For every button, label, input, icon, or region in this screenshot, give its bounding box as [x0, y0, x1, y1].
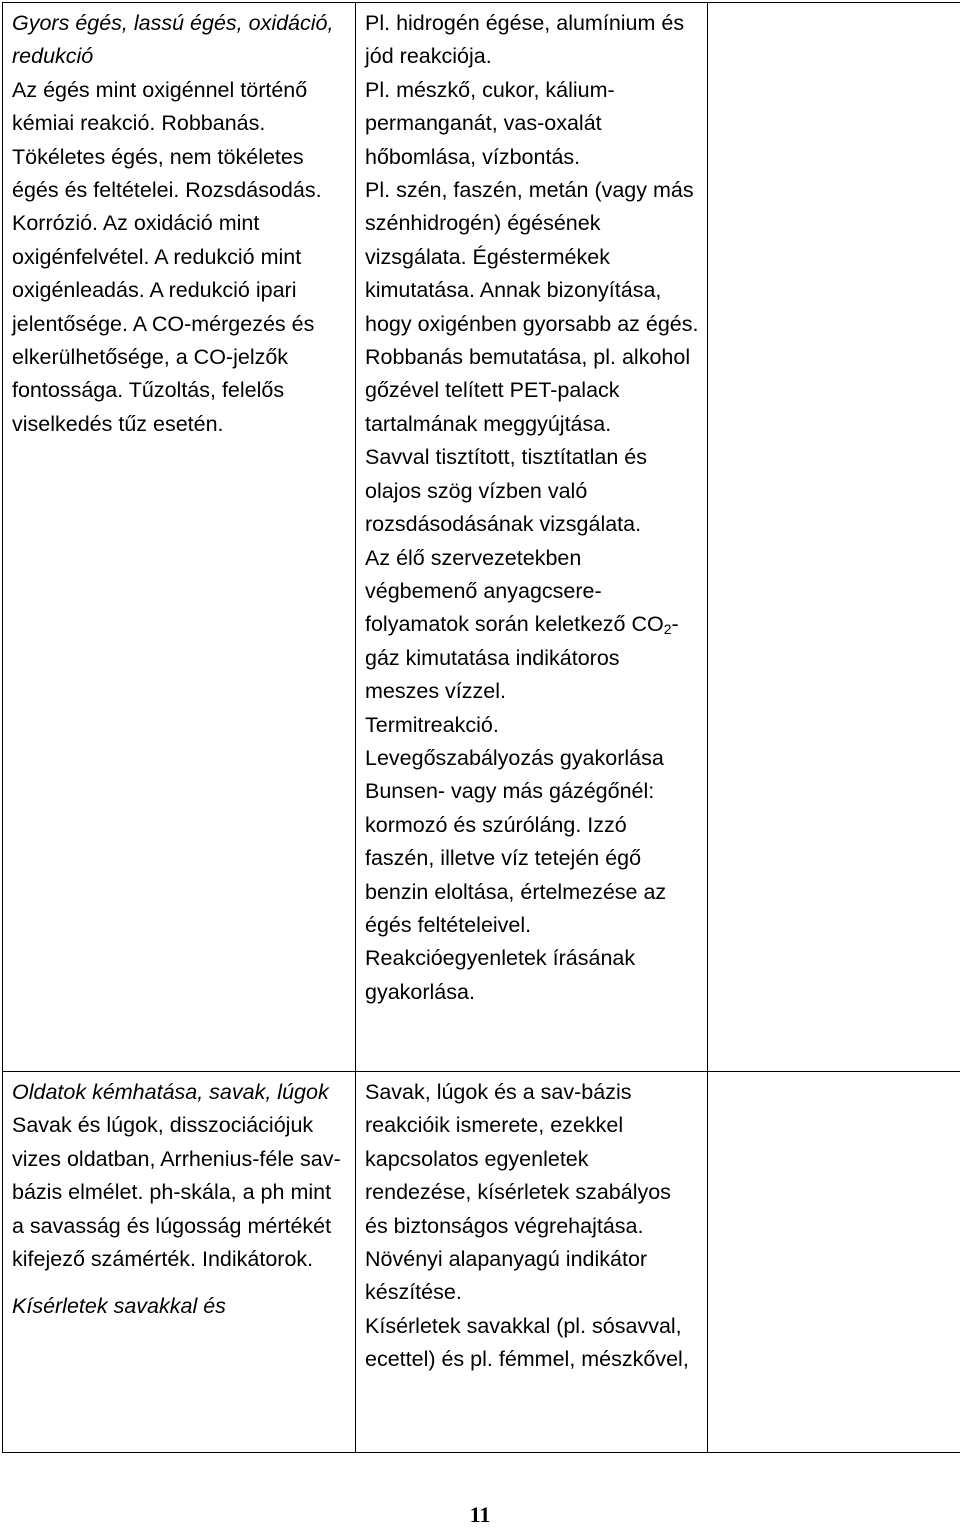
activity-text: Növényi alapanyagú indikátor készítése.	[365, 1243, 699, 1310]
activity-text: Termitreakció.	[365, 709, 699, 742]
activity-cell	[356, 1072, 708, 1453]
activity-text: Reakcióegyenletek írásának gyakorlása.	[365, 942, 699, 1009]
activity-text: Pl. szén, faszén, metán (vagy más szénhidrogén) égésének vizsgálata. Égéstermékek kimutatása. Annak bizonyítása, hogy oxigénben gyorsabb az égés. Robbanás bemutatása, pl. alkohol gőzével telített PET-palack tartalmának meggyújtása.	[365, 174, 699, 441]
empty-cell	[708, 3, 960, 1072]
topic-cell	[3, 3, 356, 1072]
page-number: 11	[0, 1500, 960, 1530]
activity-text: Savval tisztított, tisztítatlan és olajos szög vízben való rozsdásodásának vizsgálata.	[365, 441, 699, 541]
topic-heading: Gyors égés, lassú égés, oxidáció, redukció	[12, 7, 347, 74]
topic-body: Savak és lúgok, disszociációjuk vizes oldatban, Arrhenius-féle sav-bázis elmélet. ph-skála, a ph mint a savasság és lúgosság mértékét kifejező számérték. Indikátorok.	[12, 1109, 347, 1276]
topic-cell	[3, 1072, 356, 1453]
activity-text: Pl. mészkő, cukor, kálium-permanganát, vas-oxalát hőbomlása, vízbontás.	[365, 74, 699, 174]
activity-text: Savak, lúgok és a sav-bázis reakcióik ismerete, ezekkel kapcsolatos egyenletek rendezése, kísérletek szabályos és biztonságos végrehajtása.	[365, 1076, 699, 1243]
activity-cell	[356, 3, 708, 1072]
activity-text: Az élő szervezetekben végbemenő anyagcsere-folyamatok során keletkező $CO_2$-gáz kimutatása indikátoros meszes vízzel.	[365, 542, 699, 709]
topic-heading: Kísérletek savakkal és	[12, 1290, 347, 1323]
curriculum-table	[2, 2, 960, 1453]
table-row	[3, 3, 960, 1072]
empty-cell	[708, 1072, 960, 1453]
topic-body: Az égés mint oxigénnel történő kémiai reakció. Robbanás. Tökéletes égés, nem tökéletes égés és feltételei. Rozsdásodás. Korrózió. Az oxidáció mint oxigénfelvétel. A redukció mint oxigénleadás. A redukció ipari jelentősége. A CO-mérgezés és elkerülhetősége, a CO-jelzők fontossága. Tűzoltás, felelős viselkedés tűz esetén.	[12, 74, 347, 441]
topic-heading: Oldatok kémhatása, savak, lúgok	[12, 1076, 347, 1109]
activity-text: Pl. hidrogén égése, alumínium és jód reakciója.	[365, 7, 699, 74]
activity-text: Levegőszabályozás gyakorlása Bunsen- vagy más gázégőnél: kormozó és szúróláng. Izzó faszén, illetve víz tetején égő benzin eloltása, értelmezése az égés feltételeivel.	[365, 742, 699, 942]
subscript: 2	[664, 621, 672, 637]
activity-text: Kísérletek savakkal (pl. sósavval, ecettel) és pl. fémmel, mészkővel,	[365, 1310, 699, 1377]
table-row	[3, 1072, 960, 1453]
